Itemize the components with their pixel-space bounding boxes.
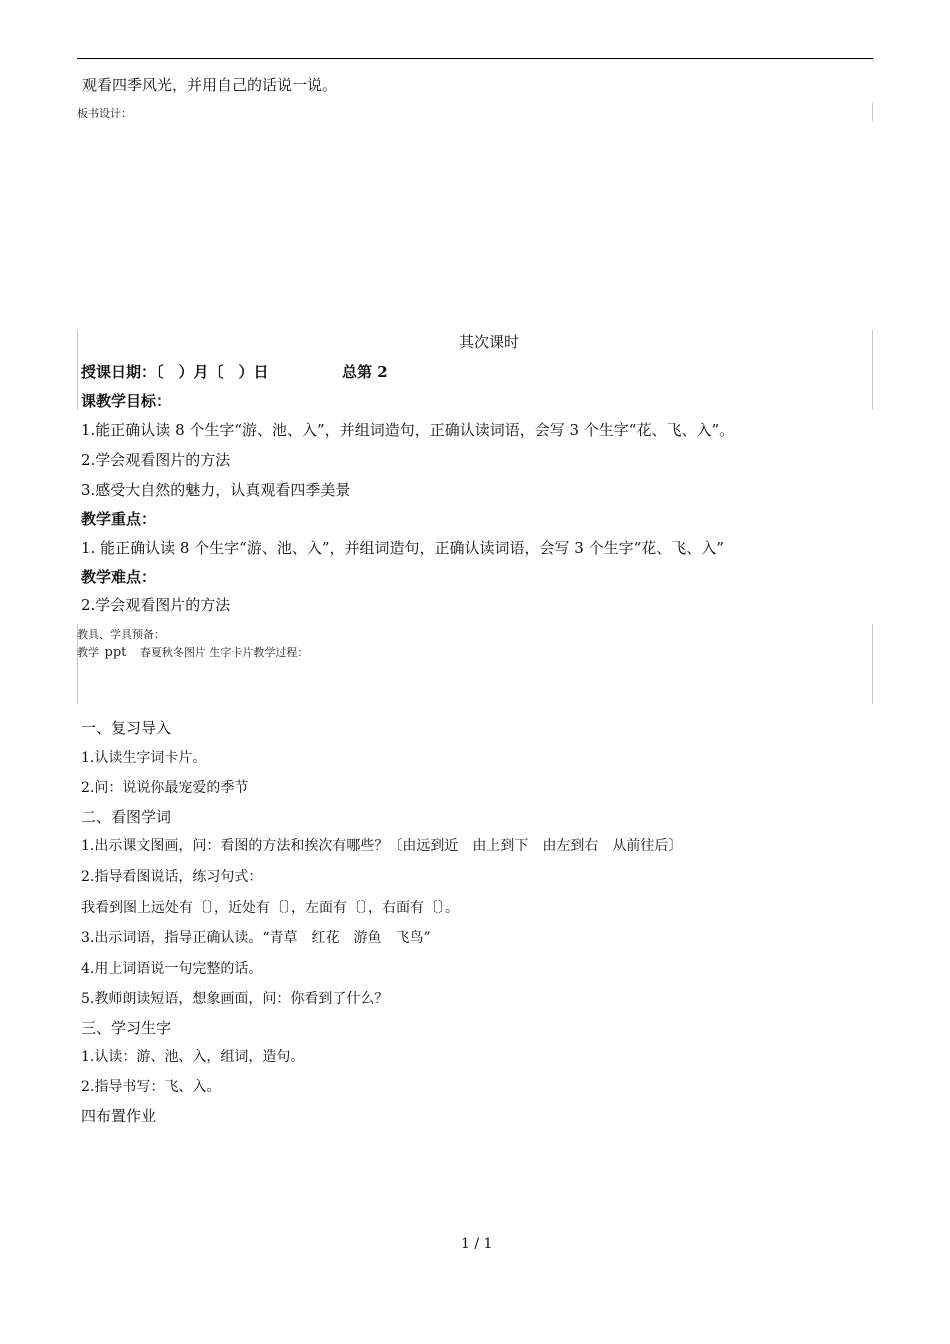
objective-item: 2.学会观看图片的方法 xyxy=(81,451,231,469)
process-line: 4.用上词语说一句完整的话。 xyxy=(81,961,263,977)
process-line: 1.认读生字词卡片。 xyxy=(81,750,207,766)
materials-ppt: ppt xyxy=(104,645,127,660)
process-line: 2.指导书写：飞、入。 xyxy=(81,1079,221,1095)
process-line: 5.教师朗读短语，想象画面，问：你看到了什么？ xyxy=(81,991,389,1007)
key-points-text: 1. 能正确认读 8 个生字“游、池、入”，并组词造句，正确认读词语，会写 3 个生字“花、飞、入” xyxy=(81,539,724,557)
difficulties-heading: 教学难点： xyxy=(81,568,157,586)
top-rule xyxy=(77,58,873,59)
process-line: 3.出示词语，指导正确认读。“青草 红花 游鱼 飞鸟” xyxy=(81,930,431,946)
process-line: 一、复习导入 xyxy=(81,719,172,737)
materials-rest: 春夏秋冬图片 生字卡片教学过程： xyxy=(139,646,309,659)
objective-item: 1.能正确认读 8 个生字“游、池、入”，并组词造句，正确认读词语，会写 3 个生字“花、飞、入”。 xyxy=(81,421,735,439)
process-line: 二、看图学词 xyxy=(81,808,172,826)
process-line: 2.问：说说你最宠爱的季节 xyxy=(81,780,249,796)
activity-text: 观看四季风光，并用自己的话说一说。 xyxy=(82,76,338,94)
lesson-total: 总第 2 xyxy=(342,363,388,381)
table-border-right-lesson xyxy=(872,330,873,410)
process-line: 1.出示课文图画，问：看图的方法和挨次有哪些？〔由远到近 由上到下 由左到右 从前往后〕 xyxy=(81,838,683,854)
objective-item: 3.感受大自然的魅力，认真观看四季美景 xyxy=(81,481,351,499)
lesson-title: 其次课时 xyxy=(459,333,520,351)
table-border-right-top xyxy=(872,103,873,121)
process-line: 我看到图上远处有〔〕，近处有〔〕，左面有〔〕，右面有〔〕。 xyxy=(81,900,459,916)
process-line: 四布置作业 xyxy=(81,1107,157,1125)
materials-label: 教具、学具预备： xyxy=(77,628,165,641)
objectives-heading: 课教学目标： xyxy=(81,392,172,410)
process-line: 2.指导看图说话，练习句式： xyxy=(81,869,263,885)
board-design-label: 板书设计： xyxy=(77,107,132,120)
materials-prefix: 教学 xyxy=(77,646,99,659)
table-border-left-lesson xyxy=(77,330,78,410)
key-points-heading: 教学重点： xyxy=(81,510,157,528)
difficulties-text: 2.学会观看图片的方法 xyxy=(81,596,231,614)
process-line: 1.认读：游、池、入，组词，造句。 xyxy=(81,1049,305,1065)
process-line: 三、学习生字 xyxy=(81,1019,172,1037)
table-border-right-materials xyxy=(872,624,873,704)
page-number: 1 / 1 xyxy=(461,1236,493,1252)
lesson-date-line: 授课日期：〔 ）月〔 ）日 xyxy=(81,363,269,381)
materials-line xyxy=(77,644,308,660)
